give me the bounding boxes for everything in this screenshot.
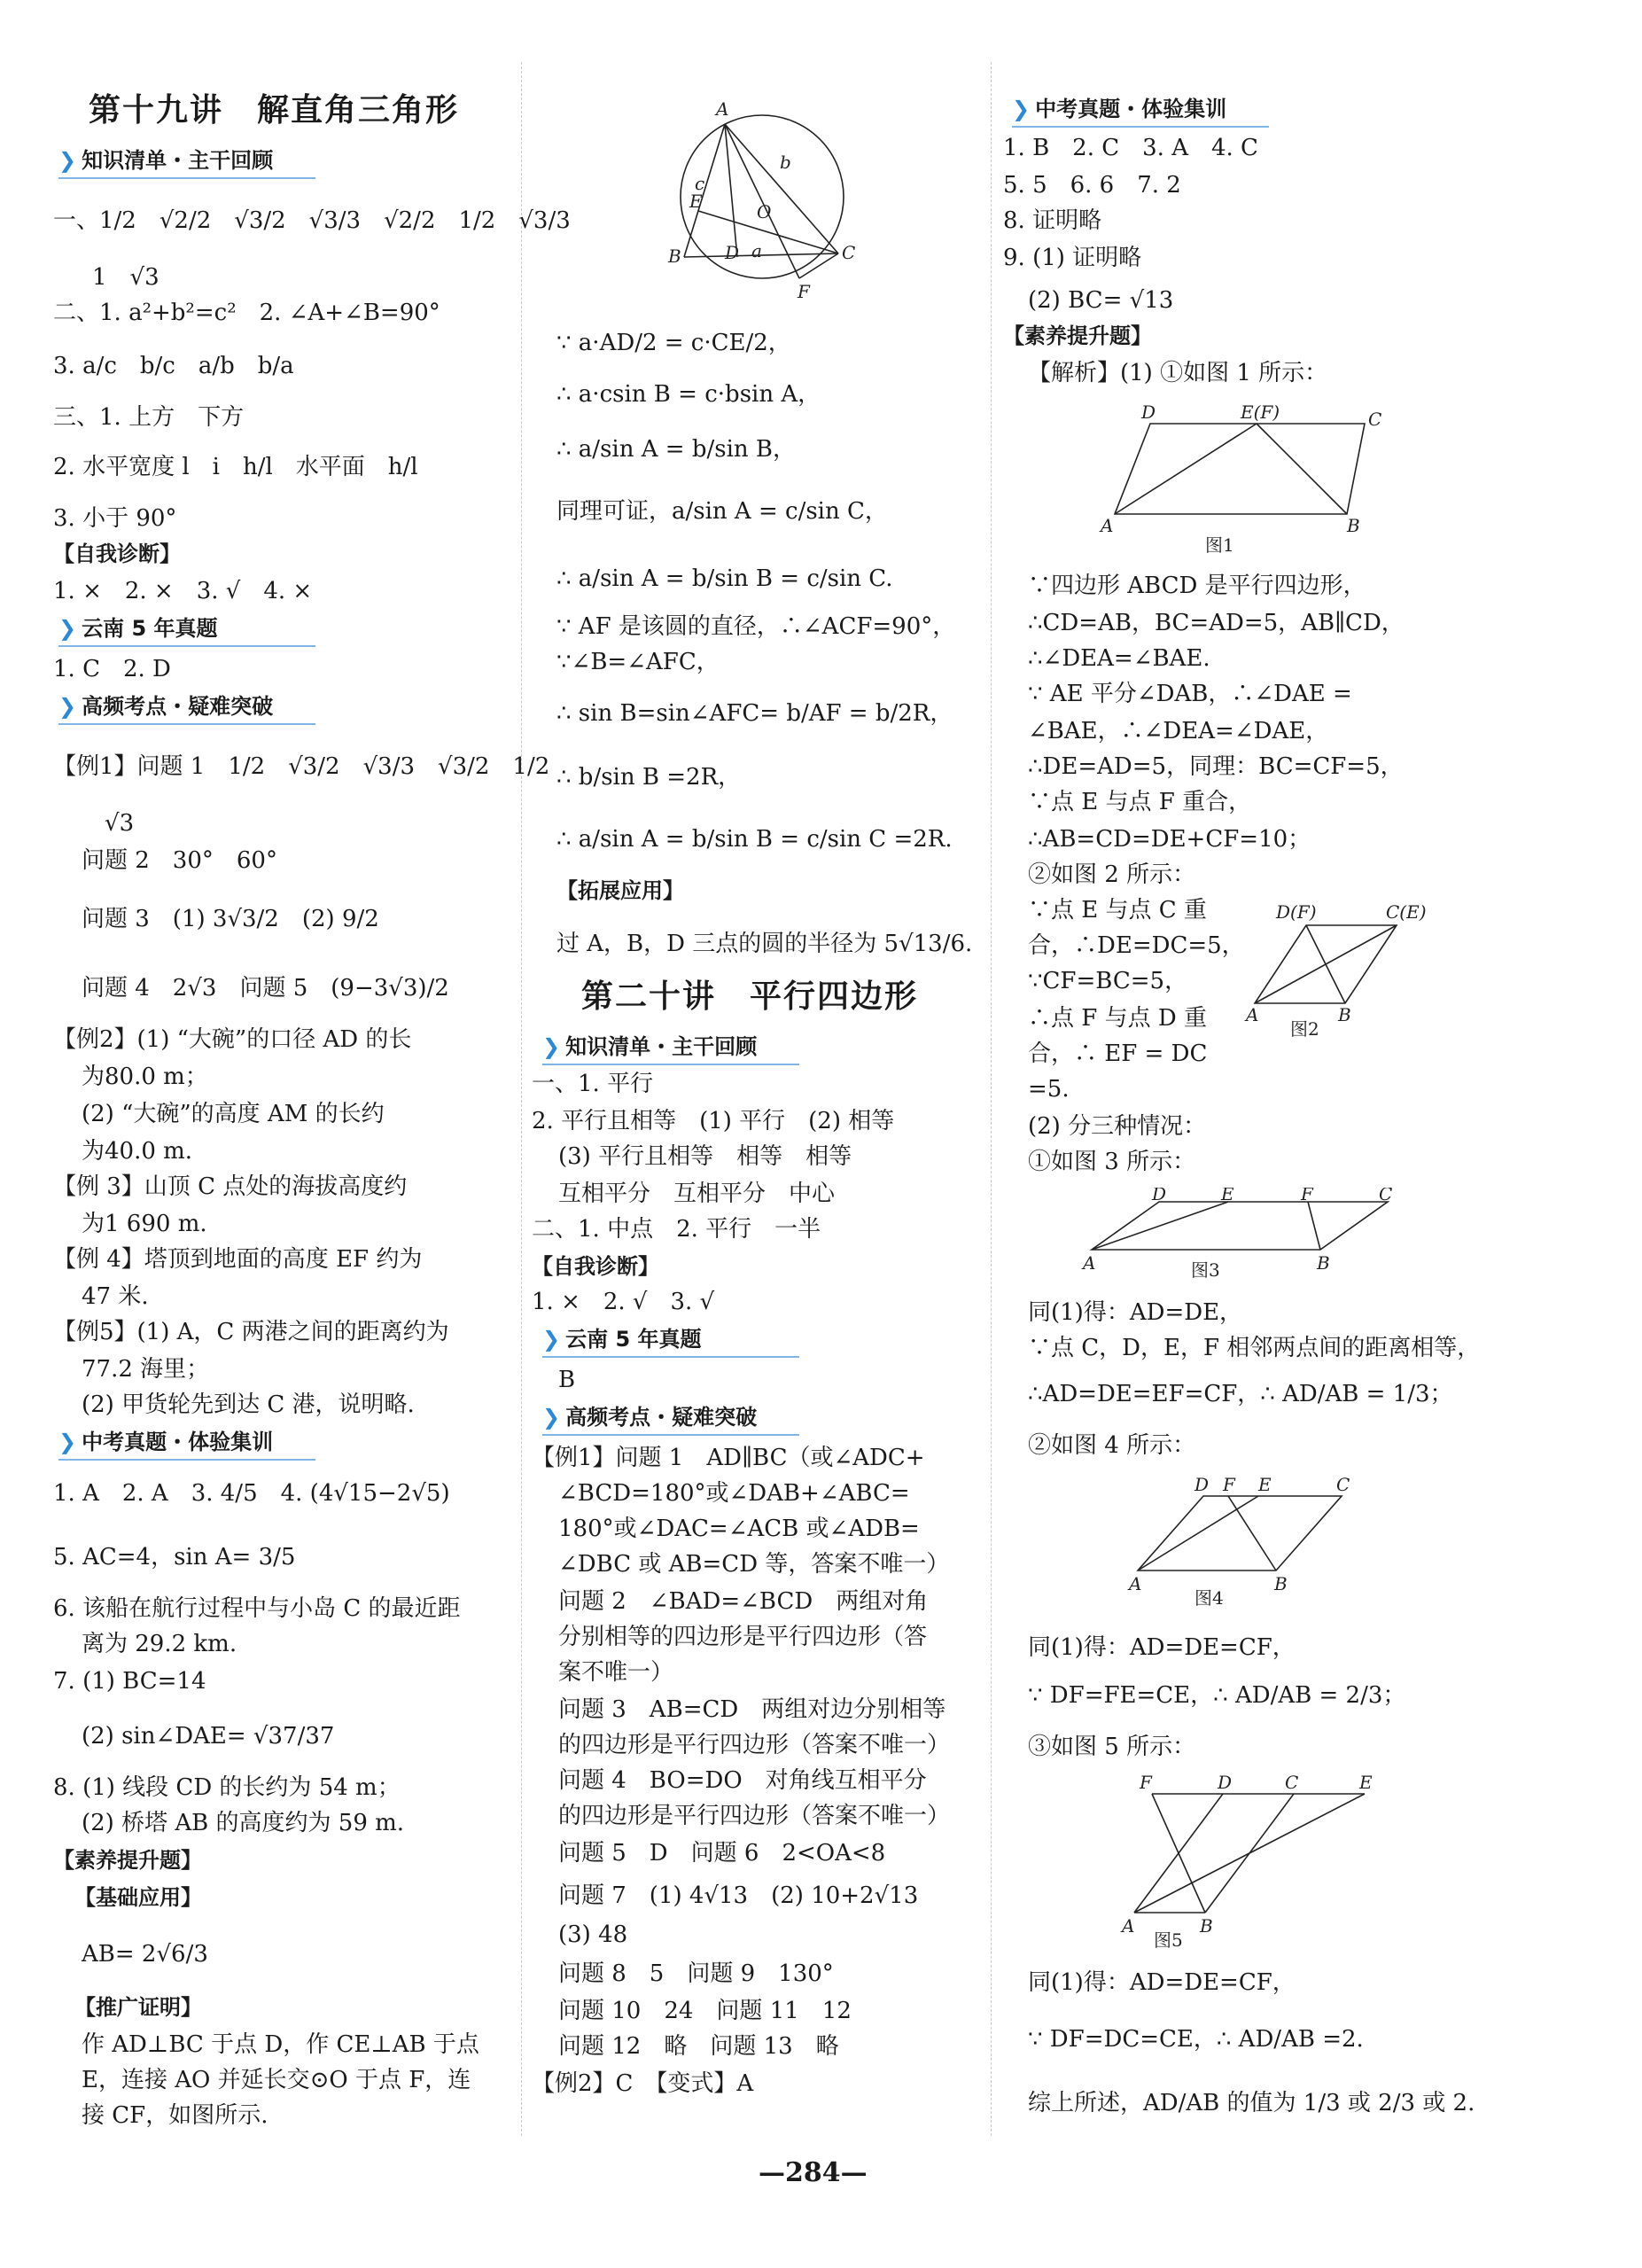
- answer-line: (3) 48: [558, 1921, 628, 1948]
- answer-line: 77.2 海里；: [82, 1356, 210, 1383]
- answer-line: 为40.0 m.: [82, 1138, 193, 1165]
- solution-line: ∵点 E 与点 C 重: [1028, 897, 1207, 924]
- proof-line: ∴ b/sin B =2R，: [556, 764, 742, 791]
- proof-line: ∴ sin B=sin∠AFC= b/AF = b/2R，: [556, 700, 953, 727]
- solution-line: 同(1)得：AD=DE=CF，: [1028, 1634, 1296, 1661]
- extended-application-label: 【拓展应用】: [556, 878, 684, 903]
- solution-line: 综上所述，AD/AB 的值为 1/3 或 2/3 或 2.: [1028, 2090, 1475, 2116]
- label-C: C: [1336, 1474, 1350, 1495]
- label-A: A: [1083, 1252, 1096, 1274]
- proof-line: ∴ a/sin A = b/sin B = c/sin C =2R.: [556, 826, 953, 853]
- answer-line: 47 米.: [82, 1283, 149, 1310]
- solution-line: ∴点 F 与点 D 重: [1028, 1005, 1207, 1032]
- section-label: 高频考点・疑难突破: [82, 694, 274, 719]
- solution-line: =5.: [1028, 1076, 1070, 1103]
- label-C: C: [1379, 1188, 1393, 1204]
- answer-line: 问题 2 ∠BAD=∠BCD 两组对角: [558, 1588, 929, 1615]
- answer-line: (2) 桥塔 AB 的高度约为 59 m.: [82, 1810, 405, 1836]
- label-A: A: [1122, 1915, 1135, 1937]
- solution-line: ∴DE=AD=5，同理：BC=CF=5，: [1028, 753, 1404, 780]
- solution-line: ①如图 3 所示：: [1028, 1149, 1196, 1175]
- answer-line: 分别相等的四边形是平行四边形（答: [558, 1624, 928, 1650]
- label-EF: E(F): [1241, 401, 1280, 423]
- label-b: b: [780, 152, 791, 173]
- solution-line: 合，∴DE=DC=5，: [1028, 932, 1245, 959]
- proof-line: 同理可证，a/sin A = c/sin C，: [556, 498, 888, 525]
- answer-line: 问题 4 2√3 问题 5 (9−3√3)/2: [82, 975, 449, 1002]
- answer-line: AB= 2√6/3: [82, 1941, 208, 1968]
- lecture-20-title: 第二十讲 平行四边形: [581, 978, 919, 1015]
- answer-line: 作 AD⊥BC 于点 D，作 CE⊥AB 于点: [82, 2031, 479, 2058]
- label-A: A: [716, 98, 729, 120]
- answer-line: 3. a/c b/c a/b b/a: [53, 353, 294, 379]
- label-E: E: [689, 191, 703, 212]
- solution-line: ∵四边形 ABCD 是平行四边形，: [1028, 573, 1366, 599]
- answer-line: E，连接 AO 并延长交⊙O 于点 F，连: [82, 2067, 471, 2093]
- label-c: c: [695, 173, 705, 194]
- proof-line: 过 A，B，D 三点的圆的半径为 5√13/6.: [556, 931, 973, 957]
- literacy-label: 【素养提升题】: [53, 1848, 202, 1873]
- solution-line: ∵点 E 与点 F 重合，: [1028, 789, 1252, 815]
- figure-2: [1241, 897, 1453, 1048]
- solution-line: 同(1)得：AD=DE，: [1028, 1299, 1243, 1326]
- answer-line: 1 √3: [92, 264, 160, 291]
- page-number: —284—: [759, 2157, 868, 2188]
- section-knowledge-list: ❯ 知识清单・主干回顾: [542, 1032, 799, 1065]
- figure-4: [1125, 1471, 1365, 1613]
- solution-line: ∠BAE，∴∠DEA=∠DAE，: [1028, 718, 1329, 744]
- label-B: B: [1274, 1573, 1288, 1594]
- section-yunnan-5-years: ❯ 云南 5 年真题: [542, 1324, 799, 1358]
- answer-line: 互相平分 互相平分 中心: [558, 1181, 836, 1207]
- section-high-frequency: ❯ 高频考点・疑难突破: [542, 1402, 799, 1436]
- proof-line: ∵ a·AD/2 = c·CE/2，: [556, 330, 791, 356]
- solution-line: ∵ DF=DC=CE，∴ AD/AB =2.: [1028, 2026, 1364, 2053]
- section-high-frequency: ❯ 高频考点・疑难突破: [58, 691, 315, 725]
- answer-line: 一、1/2 √2/2 √3/2 √3/3 √2/2 1/2 √3/3: [53, 207, 571, 234]
- solution-line: ∵CF=BC=5，: [1028, 968, 1188, 994]
- section-label: 知识清单・主干回顾: [565, 1034, 758, 1059]
- answer-line: 为80.0 m；: [82, 1064, 208, 1090]
- answer-line: 一、1. 平行: [532, 1071, 654, 1097]
- answer-line: (2) sin∠DAE= √37/37: [82, 1723, 335, 1750]
- solution-line: ∵点 C，D，E，F 相邻两点间的距离相等，: [1028, 1335, 1481, 1361]
- section-label: 中考真题・体验集训: [1035, 97, 1227, 121]
- answer-line: 6. 该船在航行过程中与小岛 C 的最近距: [53, 1595, 461, 1622]
- answer-line: 案不唯一）: [558, 1659, 674, 1686]
- answer-line: (2) 甲货轮先到达 C 港，说明略.: [82, 1391, 415, 1418]
- label-B: B: [1200, 1915, 1213, 1937]
- section-exam-practice: ❯ 中考真题・体验集训: [1012, 94, 1269, 128]
- label-D: D: [725, 242, 740, 263]
- answer-line: 【例1】问题 1 AD∥BC（或∠ADC+: [532, 1445, 925, 1471]
- label-E: E: [1258, 1474, 1272, 1495]
- solution-line: ∵ DF=FE=CE，∴ AD/AB = 2/3；: [1028, 1682, 1406, 1709]
- proof-line: ∵∠B=∠AFC，: [556, 649, 720, 675]
- solution-line: ∴∠DEA=∠BAE.: [1028, 645, 1210, 672]
- column-divider-1: [521, 62, 522, 2136]
- figure-1: [1099, 399, 1400, 558]
- answer-line: 1. × 2. × 3. √ 4. ×: [53, 578, 313, 604]
- answer-line: ∠BCD=180°或∠DAB+∠ABC=: [558, 1480, 910, 1507]
- label-B: B: [1347, 515, 1360, 536]
- answer-line: 问题 7 (1) 4√13 (2) 10+2√13: [558, 1882, 919, 1909]
- answer-line: 1. B 2. C 3. A 4. C: [1003, 135, 1258, 161]
- solution-line: ③如图 5 所示：: [1028, 1734, 1196, 1760]
- caption: 图1: [1205, 534, 1234, 556]
- label-C: C: [1368, 409, 1382, 430]
- solution-line: ②如图 4 所示：: [1028, 1432, 1196, 1459]
- label-F: F: [1223, 1474, 1235, 1495]
- proof-line: ∴ a·csin B = c·bsin A，: [556, 381, 821, 408]
- answer-line: 5. AC=4，sin A= 3/5: [53, 1544, 296, 1570]
- self-diagnosis-label: 【自我诊断】: [53, 542, 181, 566]
- answer-line: 为1 690 m.: [82, 1211, 207, 1237]
- label-C: C: [1285, 1772, 1299, 1793]
- answer-line: 问题 3 AB=CD 两组对边分别相等: [558, 1696, 946, 1723]
- answer-line: 7. (1) BC=14: [53, 1668, 206, 1695]
- label-a: a: [751, 240, 762, 261]
- label-F: F: [1301, 1188, 1313, 1204]
- answer-line: 问题 12 略 问题 13 略: [558, 2033, 839, 2060]
- solution-line: ∵ AE 平分∠DAB，∴∠DAE =: [1028, 681, 1352, 707]
- answer-line: 180°或∠DAC=∠ACB 或∠ADB=: [558, 1516, 920, 1542]
- label-A: A: [1129, 1573, 1142, 1594]
- answer-line: 2. 平行且相等 (1) 平行 (2) 相等: [532, 1108, 895, 1134]
- section-label: 中考真题・体验集训: [82, 1430, 274, 1454]
- solution-line: ∴CD=AB，BC=AD=5，AB∥CD，: [1028, 610, 1405, 636]
- solution-line: ∴AB=CD=DE+CF=10；: [1028, 826, 1311, 853]
- answer-line: 二、1. 中点 2. 平行 一半: [532, 1216, 821, 1243]
- answer-line: 问题 4 BO=DO 对角线互相平分: [558, 1767, 927, 1794]
- answer-line: 1. A 2. A 3. 4/5 4. (4√15−2√5): [53, 1480, 450, 1507]
- caption: 图4: [1195, 1587, 1224, 1609]
- answer-line: √3: [105, 810, 135, 837]
- answer-line: (2) “大碗”的高度 AM 的长约: [82, 1101, 385, 1127]
- answer-line: 的四边形是平行四边形（答案不唯一）: [558, 1732, 951, 1758]
- label-DF: D(F): [1276, 901, 1317, 923]
- answer-line: 问题 10 24 问题 11 12: [558, 1998, 852, 2024]
- solution-line: ∴AD=DE=EF=CF，∴ AD/AB = 1/3；: [1028, 1381, 1453, 1407]
- general-proof-label: 【推广证明】: [74, 1995, 202, 2020]
- label-C: C: [842, 242, 856, 263]
- answer-line: 8. 证明略: [1003, 207, 1102, 234]
- answer-line: 【例1】问题 1 1/2 √3/2 √3/3 √3/2 1/2: [53, 753, 550, 780]
- section-exam-practice: ❯ 中考真题・体验集训: [58, 1427, 315, 1461]
- answer-line: 5. 5 6. 6 7. 2: [1003, 172, 1181, 199]
- solution-line: 合，∴ EF = DC: [1028, 1040, 1208, 1067]
- label-F: F: [1140, 1772, 1152, 1793]
- answer-line: (3) 平行且相等 相等 相等: [558, 1143, 852, 1170]
- literacy-label: 【素养提升题】: [1003, 323, 1152, 348]
- section-label: 云南 5 年真题: [565, 1327, 702, 1352]
- answer-line: 8. (1) 线段 CD 的长约为 54 m；: [53, 1774, 401, 1801]
- answer-line: 【解析】(1) ①如图 1 所示：: [1028, 360, 1328, 386]
- answer-line: 【例 4】塔顶到地面的高度 EF 约为: [53, 1246, 423, 1273]
- answer-line: 问题 5 D 问题 6 2<OA<8: [558, 1840, 886, 1867]
- label-A: A: [1246, 1004, 1259, 1025]
- answer-line: 9. (1) 证明略: [1003, 245, 1142, 271]
- label-E: E: [1359, 1772, 1373, 1793]
- caption: 图2: [1290, 1018, 1319, 1040]
- self-diagnosis-label: 【自我诊断】: [532, 1254, 659, 1279]
- solution-line: ②如图 2 所示：: [1028, 861, 1196, 888]
- answer-line: B: [558, 1367, 576, 1393]
- figure-5: [1108, 1771, 1391, 1957]
- lecture-19-title: 第十九讲 解直角三角形: [89, 92, 460, 129]
- answer-line: 的四边形是平行四边形（答案不唯一）: [558, 1803, 951, 1829]
- label-O: O: [757, 201, 772, 222]
- section-label: 知识清单・主干回顾: [82, 148, 274, 173]
- label-D: D: [1141, 401, 1156, 423]
- answer-line: 三、1. 上方 下方: [53, 404, 245, 431]
- answer-line: ∠DBC 或 AB=CD 等，答案不唯一）: [558, 1551, 950, 1578]
- section-label: 高频考点・疑难突破: [565, 1405, 758, 1430]
- answer-line: 接 CF，如图所示.: [82, 2102, 268, 2129]
- answer-line: 【例2】C 【变式】A: [532, 2070, 754, 2097]
- label-A: A: [1101, 515, 1114, 536]
- solution-line: (2) 分三种情况：: [1028, 1113, 1207, 1140]
- answer-line: 1. C 2. D: [53, 656, 171, 682]
- proof-line: ∴ a/sin A = b/sin B，: [556, 436, 797, 463]
- answer-line: (2) BC= √13: [1028, 287, 1174, 314]
- answer-line: 离为 29.2 km.: [82, 1631, 237, 1657]
- label-E: E: [1221, 1188, 1234, 1204]
- label-D: D: [1218, 1772, 1233, 1793]
- label-CE: C(E): [1386, 901, 1427, 923]
- circle-figure: [665, 97, 868, 310]
- answer-line: 二、1. a²+b²=c² 2. ∠A+∠B=90°: [53, 300, 440, 326]
- label-B: B: [1338, 1004, 1351, 1025]
- label-F: F: [798, 281, 810, 302]
- proof-line: ∴ a/sin A = b/sin B = c/sin C.: [556, 565, 893, 592]
- proof-line: ∵ AF 是该圆的直径，∴∠ACF=90°，: [556, 613, 956, 640]
- label-D: D: [1195, 1474, 1210, 1495]
- figure-3: [1081, 1188, 1400, 1294]
- section-knowledge-list: ❯ 知识清单・主干回顾: [58, 145, 315, 179]
- answer-line: 1. × 2. √ 3. √: [532, 1289, 715, 1315]
- answer-line: 【例5】(1) A，C 两港之间的距离约为: [53, 1319, 449, 1345]
- section-label: 云南 5 年真题: [82, 616, 218, 641]
- answer-line: 2. 水平宽度 l i h/l 水平面 h/l: [53, 454, 418, 480]
- answer-line: 3. 小于 90°: [53, 505, 177, 532]
- answer-line: 问题 8 5 问题 9 130°: [558, 1960, 834, 1987]
- answer-line: 【例 3】山顶 C 点处的海拔高度约: [53, 1173, 408, 1200]
- answer-line: 【例2】(1) “大碗”的口径 AD 的长: [53, 1026, 412, 1053]
- solution-line: 同(1)得：AD=DE=CF，: [1028, 1969, 1296, 1996]
- label-B: B: [668, 246, 681, 267]
- answer-line: 问题 3 (1) 3√3/2 (2) 9/2: [82, 906, 379, 932]
- caption: 图5: [1154, 1929, 1183, 1951]
- caption: 图3: [1191, 1259, 1220, 1281]
- answer-line: 问题 2 30° 60°: [82, 847, 277, 874]
- basic-application-label: 【基础应用】: [74, 1885, 202, 1910]
- section-yunnan-5-years: ❯ 云南 5 年真题: [58, 613, 315, 647]
- column-divider-2: [991, 62, 992, 2136]
- label-B: B: [1317, 1252, 1330, 1274]
- label-D: D: [1152, 1188, 1167, 1204]
